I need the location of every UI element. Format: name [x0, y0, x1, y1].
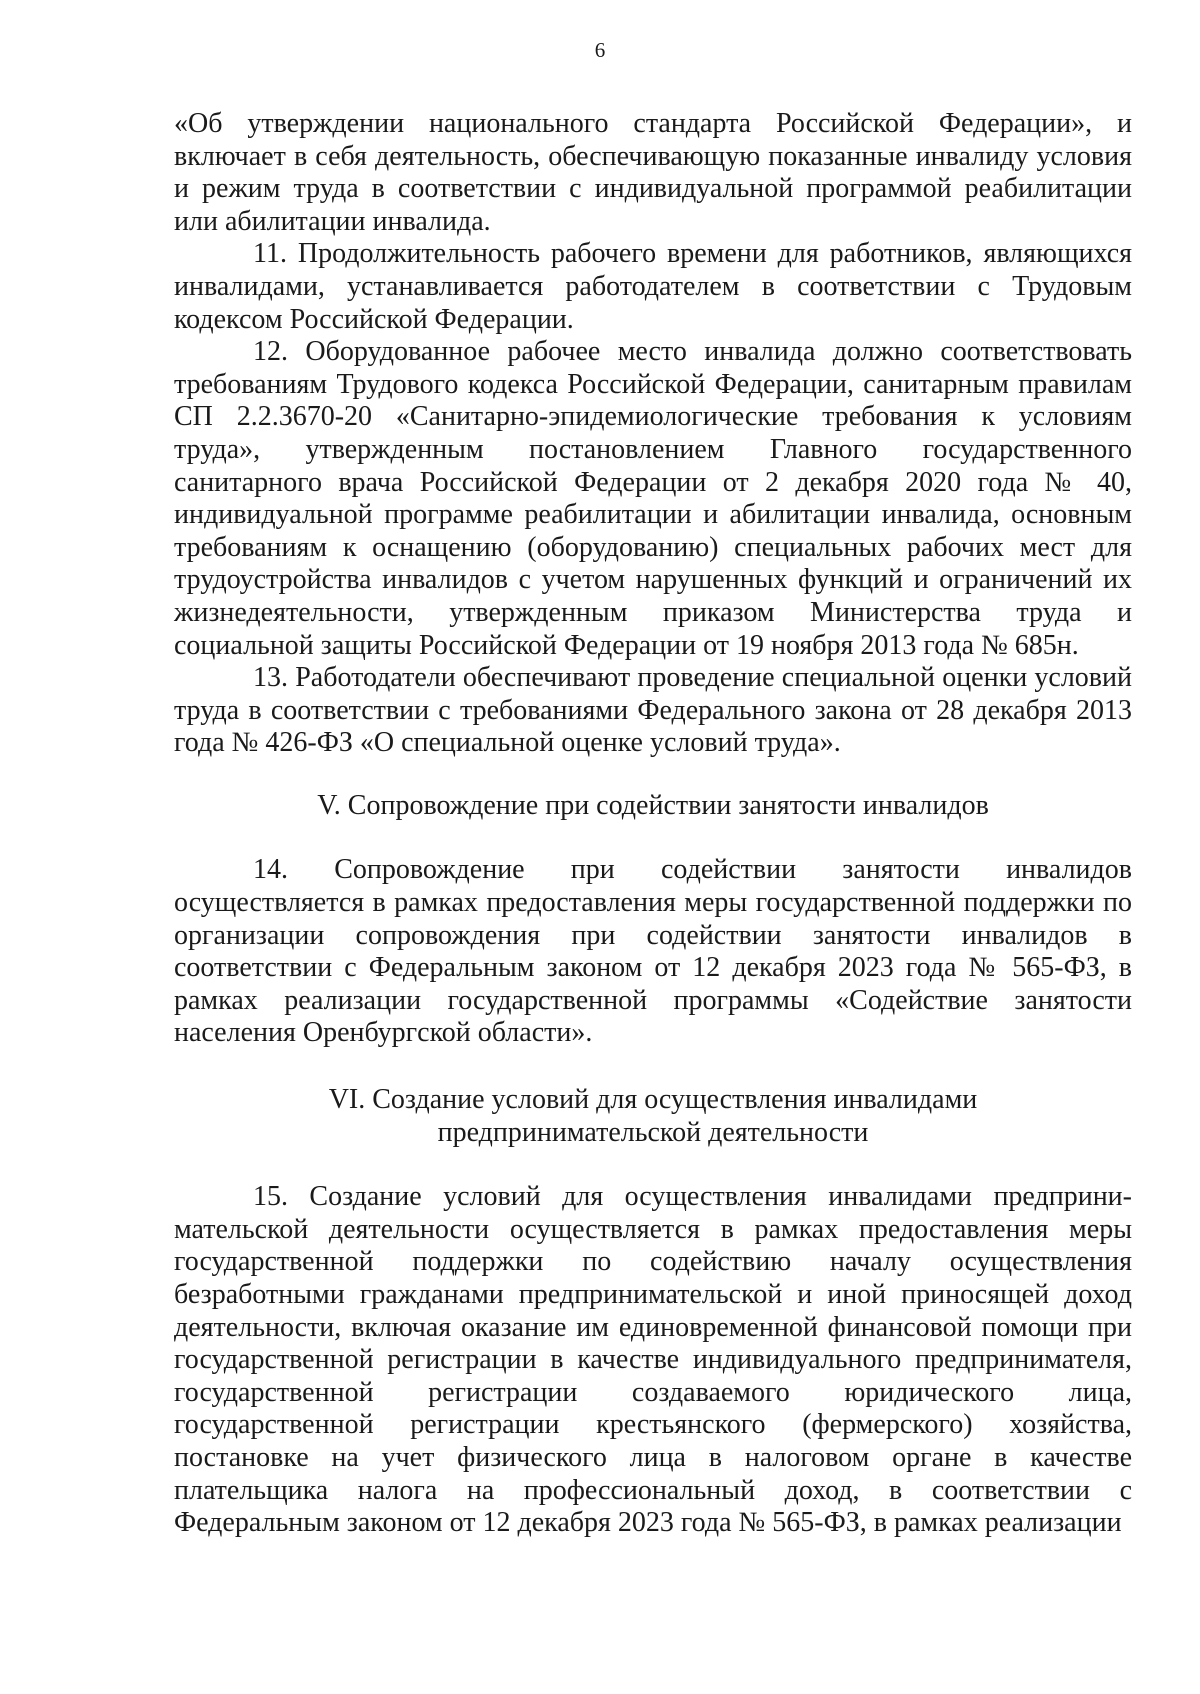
- section-6-heading: [174, 1084, 1132, 1149]
- paragraph-11: 11. Продолжительность рабочего времени для работников, являющихся инвалидами, устанавливается работодателем в соответствии с Трудовым кодексом Российской Федерации.: [174, 238, 1132, 335]
- paragraph-14: 14. Сопровождение при содействии занятости инвалидов осуществляется в рамках предоставления меры государственной поддержки по организации сопровождения при содействии занятости инвалидов в соответствии с Федеральным законом от 12 декабря 2023 года № 565-ФЗ, в рамках реализации государственной программы «Содействие занятости населения Оренбургской области».: [174, 854, 1132, 1049]
- section-5-heading: V. Сопровождение при содействии занятости инвалидов: [317, 789, 989, 821]
- document-body: [174, 108, 1132, 1540]
- page-number: 6: [594, 38, 606, 62]
- section-6-heading-line-1: VI. Создание условий для осуществления инвалидами: [328, 1084, 978, 1116]
- paragraph-continuation: «Об утверждении национального стандарта Российской Федерации», и включает в себя деятельность, обеспечивающую показанные инвалиду условия и режим труда в соответствии с индивидуальной программой реабилитации или абилитации инвалида.: [174, 108, 1132, 237]
- paragraph-12: 12. Оборудованное рабочее место инвалида должно соответствовать требованиям Трудового кодекса Российской Федерации, санитарным правилам СП 2.2.3670-20 «Санитарно-эпидемиологические требования к условиям труда», утвержденным постановлением Главного государственного санитарного врача Российской Федерации от 2 декабря 2020 года № 40, индивидуальной программе реабилитации и абилитации инвалида, основным требованиям к оснащению (оборудованию) специальных рабочих мест для трудоустройства инвалидов с учетом нарушенных функций и ограничений их жизнедеятельности, утвержденным приказом Министерства труда и социальной защиты Российской Федерации от 19 ноября 2013 года № 685н.: [174, 336, 1132, 661]
- paragraph-13: 13. Работодатели обеспечивают проведение специальной оценки условий труда в соответствии с требованиями Федерального закона от 28 декабря 2013 года № 426-ФЗ «О специальной оценке условий труда».: [174, 662, 1132, 759]
- paragraph-15: 15. Создание условий для осуществления инвалидами предпринимательской деятельности осуществляется в рамках предоставления меры государственной поддержки по содействию началу осуществления безработными гражданами предпринимательской и иной приносящей доход деятельности, включая оказание им единовременной финансовой помощи при государственной регистрации в качестве индивидуального предпринимателя, государственной регистрации создаваемого юридического лица, государственной регистрации крестьянского (фермерского) хозяйства, постановке на учет физического лица в налоговом органе в качестве плательщика налога на профессиональный доход, в соответствии с Федеральным законом от 12 декабря 2023 года № 565-ФЗ, в рамках реализации: [174, 1181, 1132, 1539]
- section-6-heading-line-2: предпринимательской деятельности: [437, 1116, 869, 1148]
